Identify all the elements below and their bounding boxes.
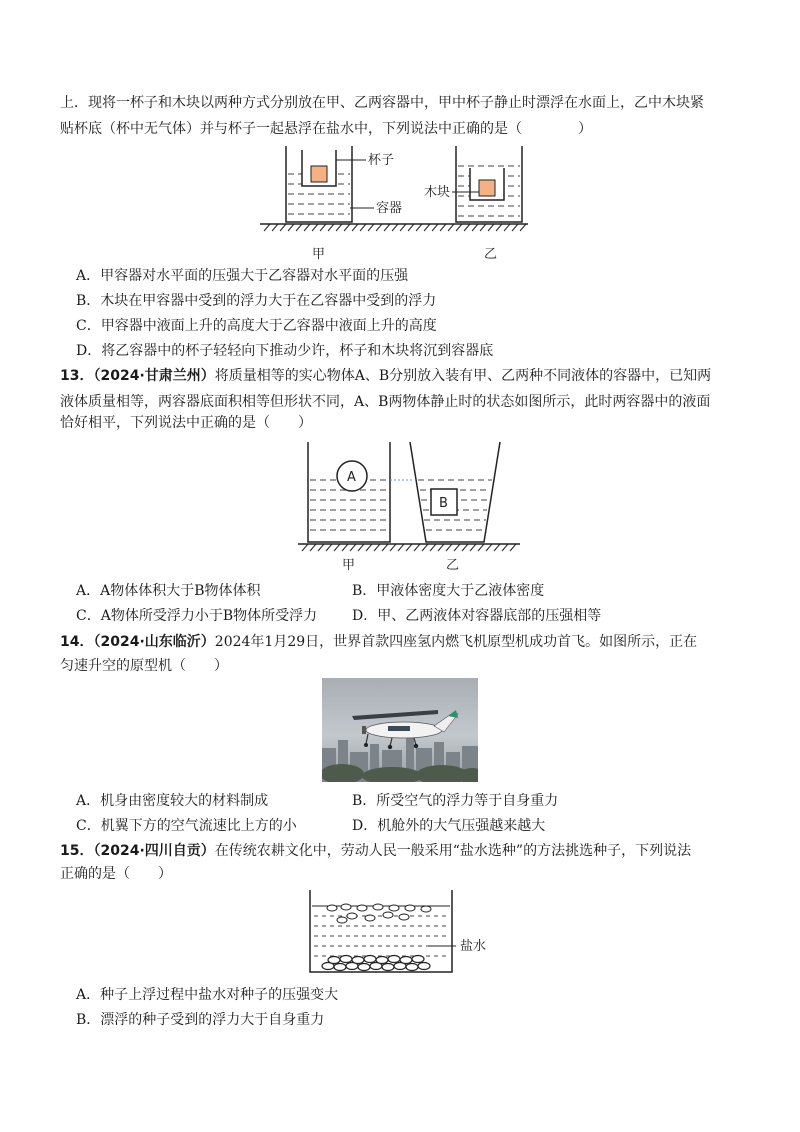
q14-option-c: C．机翼下方的空气流速比上方的小 bbox=[76, 818, 297, 834]
q12-wood-block-jia bbox=[311, 166, 327, 182]
q15-stem-text: 在传统农耕文化中，劳动人民一般采用“盐水选种”的方法挑选种子，下列说法 bbox=[214, 843, 692, 859]
q13-option-c: C．A物体所受浮力小于B物体所受浮力 bbox=[76, 608, 318, 624]
q15-beaker bbox=[310, 890, 456, 972]
q12-option-a: A．甲容器对水平面的压强大于乙容器对水平面的压强 bbox=[76, 268, 409, 284]
q12-label-wood: 木块 bbox=[424, 185, 451, 200]
q13-container-yi bbox=[410, 442, 500, 542]
q12-stem-line1: 上．现将一杯子和木块以两种方式分别放在甲、乙两容器中，甲中杯子静止时漂浮在水面上，乙中木块紧 bbox=[60, 95, 704, 111]
q13-container-jia bbox=[308, 442, 390, 542]
q13-label-jia: 甲 bbox=[342, 558, 356, 573]
q12-option-c: C．甲容器中液面上升的高度大于乙容器中液面上升的高度 bbox=[76, 318, 437, 334]
q14-aircraft-photo bbox=[322, 678, 478, 782]
q13-stem-text: 将质量相等的实心物体A、B分别放入装有甲、乙两种不同液体的容器中，已知两 bbox=[214, 368, 712, 384]
q15-stem-line1 bbox=[60, 841, 691, 861]
q12-label-jia: 甲 bbox=[312, 247, 326, 262]
q13-figure bbox=[294, 438, 524, 574]
q12-label-container: 容器 bbox=[376, 201, 403, 216]
q12-container-jia bbox=[286, 146, 374, 222]
q12-label-yi: 乙 bbox=[484, 247, 498, 262]
q13-option-d: D．甲、乙两液体对容器底部的压强相等 bbox=[352, 608, 602, 624]
q13-label-yi: 乙 bbox=[446, 558, 460, 573]
q12-wood-block-yi bbox=[479, 180, 495, 196]
q15-stem-line2: 正确的是（ ） bbox=[60, 866, 172, 882]
q15-source: （2024·四川自贡） bbox=[93, 843, 215, 859]
q13-stem-line2: 液体质量相等，两容器底面积相等但形状不同，A、B两物体静止时的状态如图所示，此时两容器中的液面 bbox=[60, 394, 711, 410]
q15-number: 15． bbox=[60, 843, 94, 859]
q13-source: （2024·甘肃兰州） bbox=[93, 368, 215, 384]
q14-stem-text: 2024年1月29日，世界首款四座氢内燃飞机原型机成功首飞。如图所示，正在 bbox=[214, 634, 698, 650]
q12-stem-line2: 贴杯底（杯中无气体）并与杯子一起悬浮在盐水中，下列说法中正确的是（ ） bbox=[60, 121, 592, 137]
q15-figure bbox=[306, 888, 506, 980]
q15-option-a: A．种子上浮过程中盐水对种子的压强变大 bbox=[76, 987, 339, 1003]
q14-option-b: B．所受空气的浮力等于自身重力 bbox=[352, 793, 559, 809]
q14-stem-line1 bbox=[60, 632, 697, 652]
q13-stem-line3: 恰好相平，下列说法中正确的是（ ） bbox=[60, 415, 312, 431]
q15-sunk-seeds bbox=[322, 956, 430, 971]
q14-source: （2024·山东临沂） bbox=[93, 634, 215, 650]
q12-figure bbox=[256, 140, 556, 262]
q12-option-b: B．木块在甲容器中受到的浮力大于在乙容器中受到的浮力 bbox=[76, 293, 437, 309]
q13-stem-line1 bbox=[60, 366, 711, 386]
q14-option-d: D．机舱外的大气压强越来越大 bbox=[352, 818, 546, 834]
q13-option-a: A．A物体体积大于B物体体积 bbox=[76, 583, 261, 599]
q13-label-b: B bbox=[439, 496, 448, 511]
q15-option-b: B．漂浮的种子受到的浮力大于自身重力 bbox=[76, 1012, 325, 1028]
q15-label-saltwater: 盐水 bbox=[460, 939, 487, 954]
q12-option-d: D．将乙容器中的杯子轻轻向下推动少许，杯子和木块将沉到容器底 bbox=[76, 343, 494, 359]
q12-container-yi bbox=[452, 146, 522, 222]
q14-number: 14． bbox=[60, 634, 94, 650]
q15-floating-seeds bbox=[327, 904, 431, 923]
q13-number: 13． bbox=[60, 368, 94, 384]
q13-label-a: A bbox=[347, 470, 356, 485]
q14-stem-line2: 匀速升空的原型机（ ） bbox=[60, 658, 228, 674]
q14-option-a: A．机身由密度较大的材料制成 bbox=[76, 793, 269, 809]
q13-option-b: B．甲液体密度大于乙液体密度 bbox=[352, 583, 545, 599]
q12-label-cup: 杯子 bbox=[368, 153, 395, 168]
